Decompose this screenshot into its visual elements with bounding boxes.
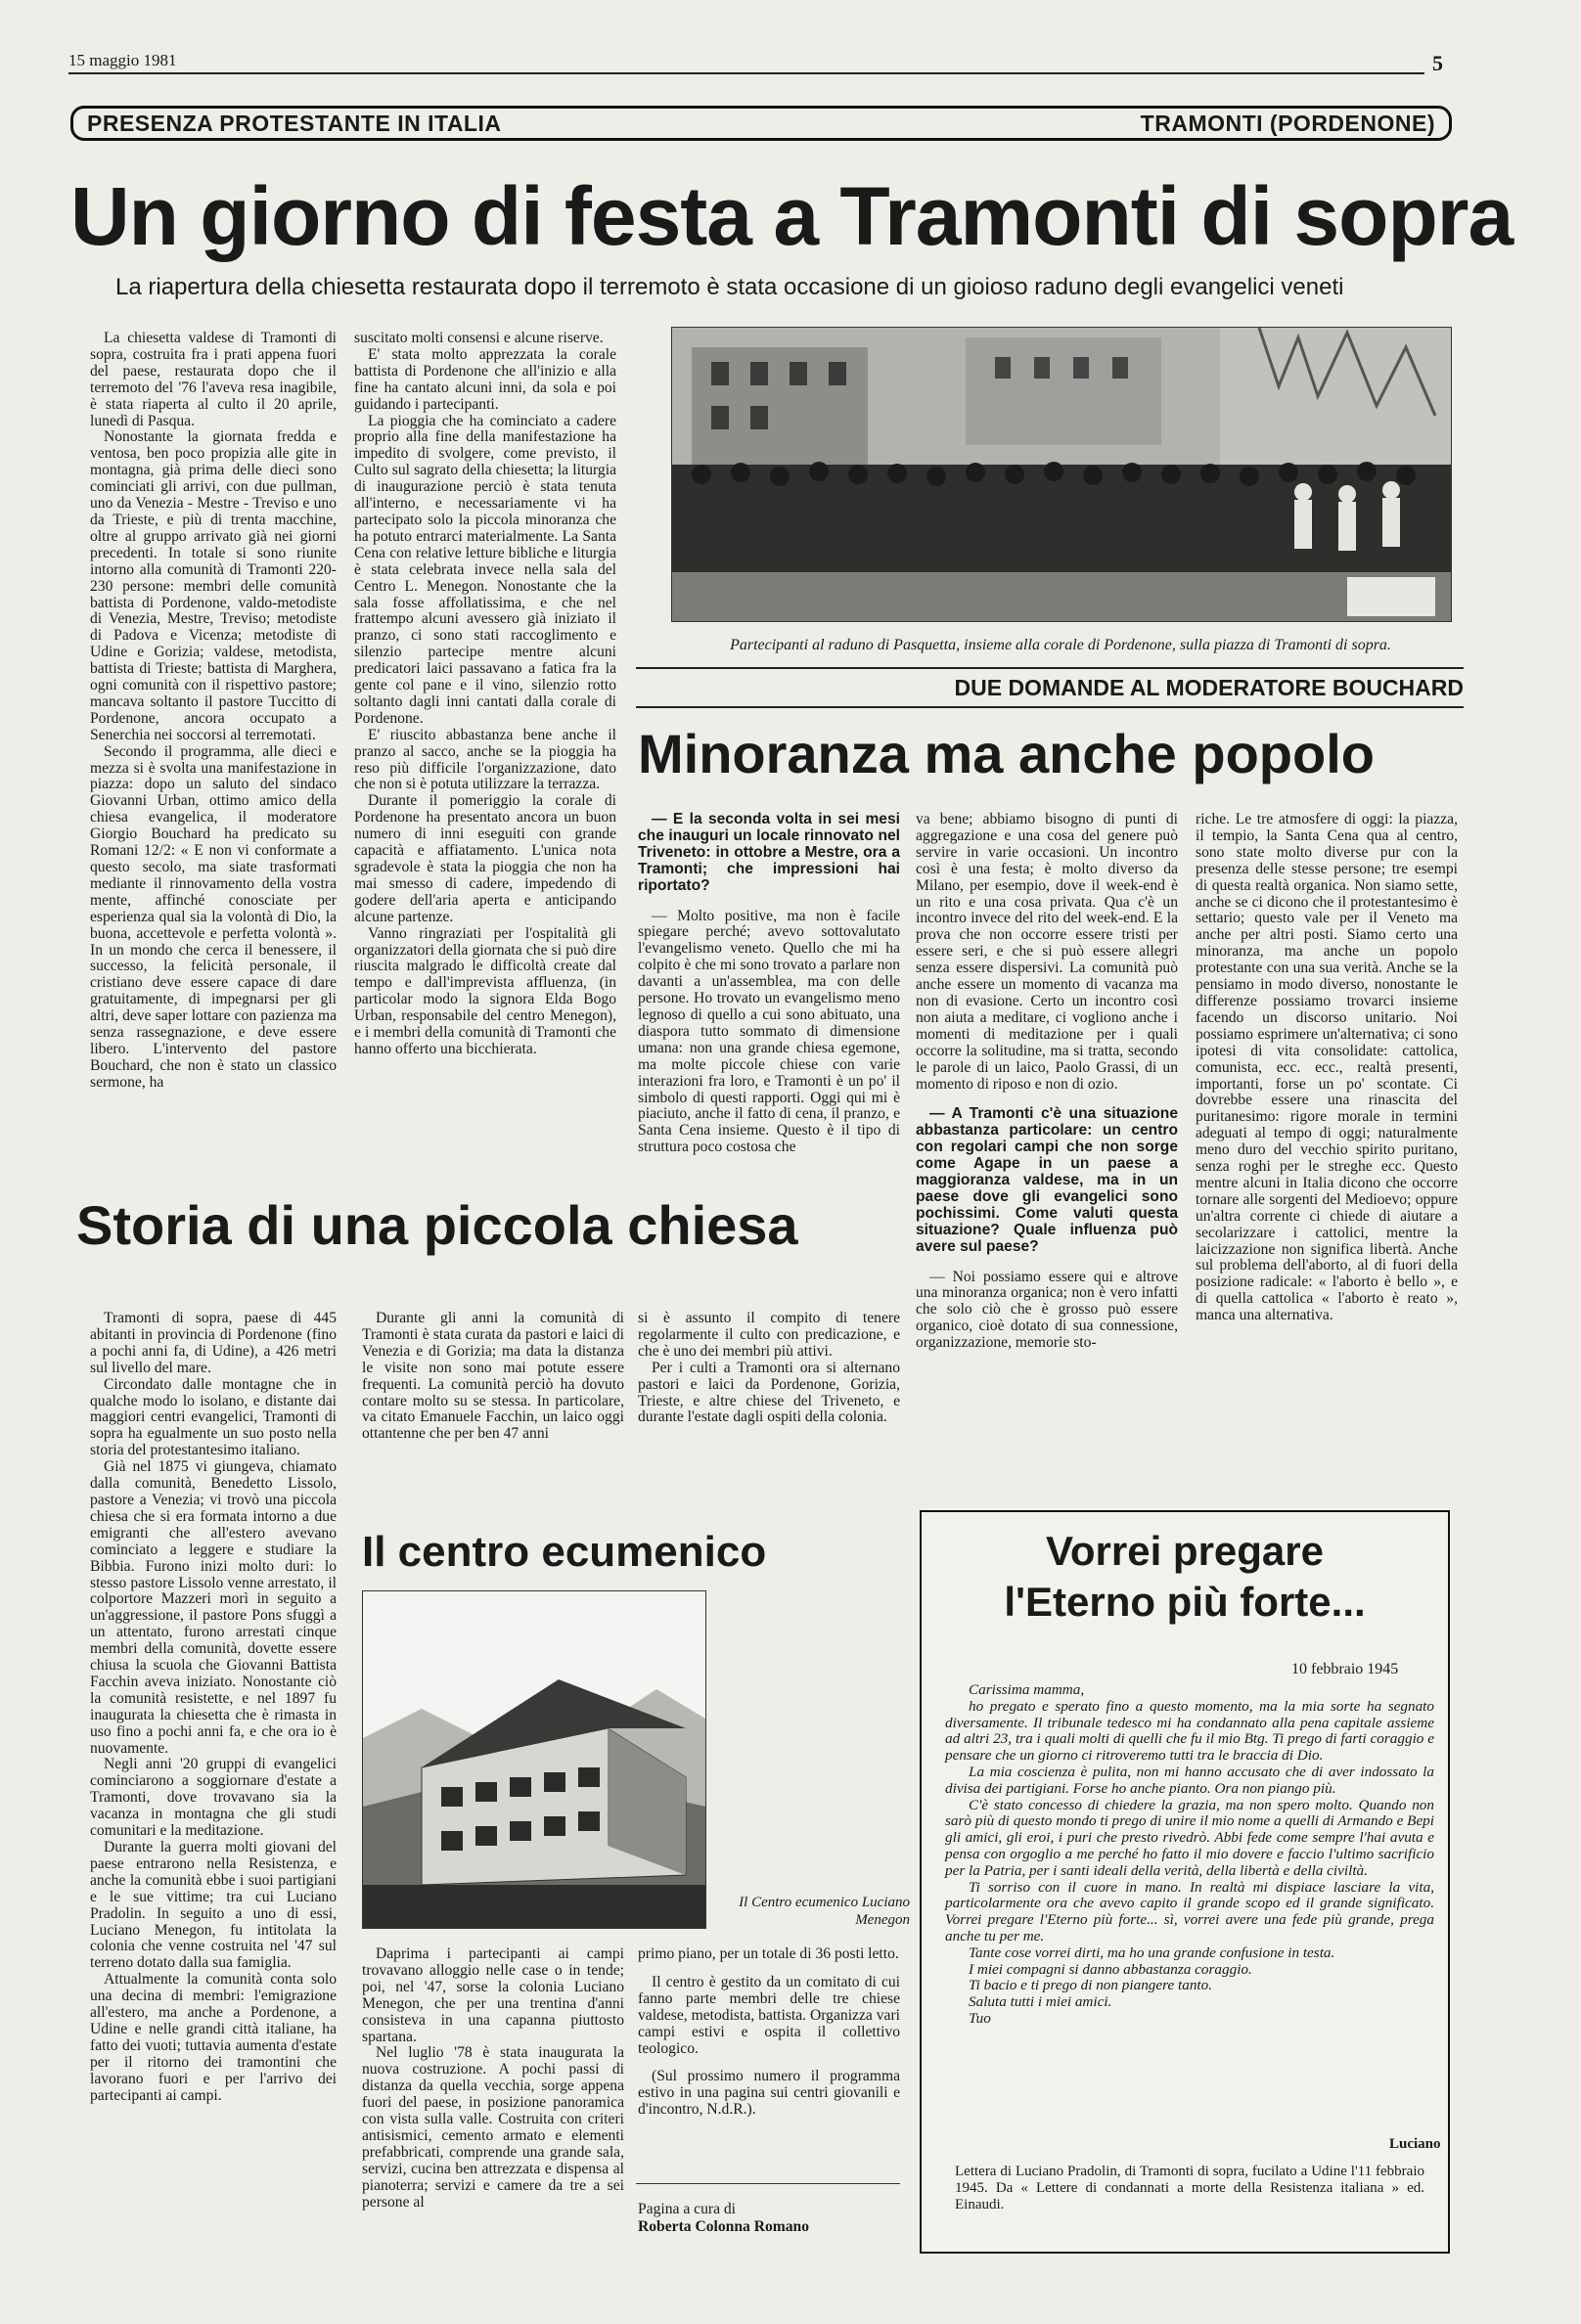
- page-credit: [638, 2201, 900, 2236]
- paragraph: Negli anni '20 gruppi di evangelici cominciarono a soggiornare d'estate a Tramonti, dove trovavano sia la vacanza in montagna che gli studi comunitari e la meditazione.: [90, 1756, 337, 1840]
- issue-date: 15 maggio 1981: [68, 51, 177, 69]
- interview-column-1: [638, 812, 900, 1174]
- interview-column-3: [1196, 811, 1458, 1324]
- section-title: PRESENZA PROTESTANTE IN ITALIA: [87, 110, 502, 136]
- interview-kicker-rule: [636, 706, 1464, 708]
- letter-signature: Luciano: [1389, 2136, 1441, 2152]
- interview-top-rule: [636, 667, 1464, 669]
- history-column-1: [90, 1311, 337, 2289]
- paragraph: Secondo il programma, alle dieci e mezza si è svolta una manifestazione in piazza: dopo un saluto del sindaco Giovanni Urban, ottimo amico della chiesa evangelica, il moderatore Giorgio Bouchard ha predicato su Romani 12/2: « E non vi conformate a questo secolo, ma siate trasformati mediante il rinnovamento della vostra mente, affinché conosciate per esperienza qual sia la volontà di Dio, la buona, accettevole e perfetta volontà ». In un mondo che cerca il benessere, il successo, la felicità personale, il cristiano deve essere capace di dare gratuitamente, di impegnarsi per gli altri, deve saper lottare con pazienza ma senza rassegnazione, e deve essere libero. L'intervento del pastore Bouchard, che non è stato un classico sermone, ha: [90, 742, 337, 1091]
- paragraph: E' riuscito abbastanza bene anche il pranzo al sacco, anche se la pioggia ha reso più difficile l'organizzazione, dato che non si è potuta utilizzare la terrazza.: [354, 726, 616, 793]
- letter-body: [945, 1682, 1434, 2028]
- main-article-column-1: [90, 331, 337, 1211]
- section-band: [70, 106, 1452, 141]
- paragraph: suscitato molti consensi e alcune riserve.: [354, 330, 604, 346]
- ecumenical-column-2: [638, 1946, 900, 2181]
- interview-column-2: [916, 811, 1178, 1352]
- paragraph: — E la seconda volta in sei mesi che inauguri un locale rinnovato nel Triveneto: in ottobre a Mestre, ora a Tramonti; che impressioni hai riportato?: [638, 811, 900, 894]
- paragraph: Tuo: [969, 2009, 991, 2027]
- page-number: 5: [1432, 51, 1443, 75]
- paragraph: Nonostante la giornata fredda e ventosa, ben poco propizia alle gite in montagna, già prima delle dieci sono cominciati gli arrivi, con due pullman, uno da Venezia - Mestre - Treviso e uno da Trieste, e più di trenta macchine, oltre al gruppo arrivato già nei giorni precedenti. In totale si sono riunite intorno alla comunità di Tramonti 220-230 persone: membri delle comunità battista di Pordenone, valdo-metodiste di Venezia, Mestre, Treviso; metodiste di Padova e Vicenza; metodiste di Udine e Gorizia; valdese, metodista, battista di Trieste; battista di Marghera, ogni comunità con il rispettivo pastore; mancava soltanto il pastore Tuccitto di Pordenone, ancora occupato a Senerchia nei soccorsi al terremotati.: [90, 428, 337, 743]
- main-headline: Un giorno di festa a Tramonti di sopra: [70, 170, 1513, 262]
- letter-title: [922, 1526, 1448, 1628]
- paragraph: va bene; abbiamo bisogno di punti di aggregazione e una cosa del genere può servire in varie occasioni. Un incontro così è una festa; è molto diverso da Milano, per esempio, dove il week-end è un rito e una cosa privata. Qua c'è un incontro invece del rito del week-end. E la prova che non occorre essere tristi per essere seri, e che si può essere allegri senza essere dispersivi. La comunità può anche essere un momento di vacanza ma non di evasione. Certo un incontro così non aiuta a meditare, ci vogliono anche i momenti di meditazione per i quali occorre la solitudine, ma si tratta, secondo le parole di un laico, Paolo Grassi, di un momento di riposo e non di ozio.: [916, 811, 1178, 1093]
- paragraph: Per i culti a Tramonti ora si alternano pastori e laici da Pordenone, Gorizia, Trieste, e altre chiese del Triveneto, e durante l'estate dagli ospiti della colonia.: [638, 1359, 900, 1426]
- paragraph: E' stata molto apprezzata la corale battista di Pordenone che all'inizio e alla fine ha cantato alcuni inni, da sola e poi guidando i partecipanti.: [354, 345, 616, 413]
- paragraph: Circondato dalle montagne che in qualche modo lo isolano, e distante dai maggiori centri evangelici, Tramonti di sopra ha egualmente un suo posto nella storia del protestantesimo italiano.: [90, 1375, 337, 1459]
- paragraph: Tante cose vorrei dirti, ma ho una grande confusione in testa.: [969, 1944, 1335, 1961]
- paragraph: Tramonti di sopra, paese di 445 abitanti in provincia di Pordenone (fino a pochi anni fa, di Udine), a 426 metri sul livello del mare.: [90, 1310, 337, 1376]
- paragraph: — Molto positive, ma non è facile spiegare perché; avevo sottovalutato l'evangelismo veneto. Quello che mi ha colpito è che mi sono trovato a parlare non davanti a un'assemblea, ma con delle persone. Ho trovato un evangelismo meno legnoso di quello a cui sono abituato, una diaspora tutto sommato di dimensione umana: non una grande chiesa egemone, ma molte piccole chiese con varie interazioni fra loro, e Tramonti è un po' il simbolo di questi rapporti. Oggi qui mi è piaciuto, anche il fatto di cena, il pranzo, e Santa Cena insieme. Questo è il tipo di struttura poco costosa che: [638, 907, 900, 1156]
- interview-headline: Minoranza ma anche popolo: [638, 723, 1375, 784]
- paragraph: Ti bacio e ti prego di non piangere tanto.: [969, 1977, 1213, 1994]
- letter-source-note: Lettera di Luciano Pradolin, di Tramonti di sopra, fucilato a Udine l'11 febbraio 1945. Da « Lettere di condannati a morte della Resistenza italiana » ed. Einaudi.: [955, 2164, 1424, 2212]
- letter-title-line-1: Vorrei pregare: [1045, 1528, 1324, 1574]
- interview-kicker: DUE DOMANDE AL MODERATORE BOUCHARD: [954, 675, 1464, 700]
- credit-name: Roberta Colonna Romano: [638, 2218, 810, 2235]
- paragraph: Daprima i partecipanti ai campi trovavano alloggio nelle case o in tende; poi, nel '47, sorse la colonia Luciano Menegon, che per una trentina d'anni consisteva in una capanna piuttosto spartana.: [362, 1945, 624, 2045]
- paragraph: Saluta tutti i miei amici.: [969, 1993, 1112, 2011]
- paragraph: Vanno ringraziati per l'ospitalità gli organizzatori della giornata che si può dire riuscita malgrado le difficoltà create dal tempo e dall'imprevista affluenza, (in particolar modo la signora Elda Bogo Urban, responsabile del centro Menegon), e i membri della comunità di Tramonti che hanno offerto una bicchierata.: [354, 924, 616, 1057]
- history-column-3: [638, 1311, 900, 1506]
- paragraph: La pioggia che ha cominciato a cadere proprio alla fine della manifestazione ha impedito di svolgere, come previsto, il Culto sul sagrato della chiesetta; la liturgia di inaugurazione perciò è stata tenuta all'interno, e necessariamente vi ha partecipato solo la piccola minoranza che ha potuto entrarci materialmente. La Santa Cena con relative letture bibliche e liturgia è stata celebrata invece nella sala del Centro L. Menegon. Nonostante che la sala fosse affollatissima, e che nel frattempo alcuni avessero già iniziato il pranzo, ci sono stati raccoglimento e silenzio partecipe mentre alcuni predicatori laici passavano a fatica fra la gente col pane e il vino, silenzio rotto soltanto dagli inni cantati dalla corale di Pordenone.: [354, 412, 616, 727]
- crowd-photo-illustration: [672, 328, 1451, 621]
- paragraph: — Noi possiamo essere qui e altrove una minoranza organica; non è vero infatti che solo ciò che è grosso può essere organico, cioè dotato di sua connessione, organizzazione, memorie sto-: [916, 1268, 1178, 1352]
- history-column-2: [362, 1311, 624, 1506]
- paragraph: Ti sorriso con il cuore in mano. In realtà mi dispiace lasciare la vita, particolarmente ora che avevo capito il grande scopo ed il grande significato. Vorrei pregare l'Eterno più forte... sì, vorrei avere una fede più grande, prega anche tu per me.: [945, 1878, 1434, 1944]
- letter-title-line-2: l'Eterno più forte...: [1004, 1579, 1366, 1625]
- paragraph: Durante la guerra molti giovani del paese entrarono nella Resistenza, e anche la comunità ebbe i suoi partigiani e le sue vittime; tra cui Luciano Pradolin. In seguito a uno di essi, Luciano Menegon, fu intitolata la colonia che venne costruita nel '47 sul terreno dotato dalla sua famiglia.: [90, 1839, 337, 1972]
- letter-date: 10 febbraio 1945: [1291, 1661, 1399, 1677]
- credit-label: Pagina a cura di: [638, 2201, 737, 2217]
- main-article-column-2: [354, 331, 616, 1211]
- main-subhead: La riapertura della chiesetta restaurata dopo il terremoto è stata occasione di un gioioso raduno degli evangelici veneti: [115, 274, 1344, 300]
- paragraph: primo piano, per un totale di 36 posti letto.: [638, 1945, 899, 1962]
- paragraph: C'è stato concesso di chiedere la grazia, ma non spero molto. Quando non sarò più di questo mondo ti prego di unire il mio nome a quelli di Armando e Bepi gli amici, gli eroi, i puri che presto rivedrò. Abbi fede come sempre l'hai avuta e pensa con orgoglio a me perché ho fatto il mio dovere e faccio l'ultimo sacrificio per la Patria, per i santi ideali della verità, della libertà e della civiltà.: [945, 1796, 1434, 1879]
- photo-gathering: [671, 327, 1452, 622]
- photo-caption: Partecipanti al raduno di Pasquetta, insieme alla corale di Pordenone, sulla piazza di Tramonti di sopra.: [730, 637, 1391, 653]
- header-rule: [68, 72, 1424, 74]
- paragraph: La chiesetta valdese di Tramonti di sopra, costruita fra i prati appena fuori del paese, restaurata dopo che il terremoto del '76 l'aveva resa inagibile, è stata riaperta al culto il 20 aprile, lunedì di Pasqua.: [90, 330, 337, 429]
- paragraph: riche. Le tre atmosfere di oggi: la piazza, il tempio, la Santa Cena qua al centro, sono state molto diverse pur con la presenza delle stesse persone; tre esempi di questa realtà organica. Non siamo sette, anche se ci dicono che il protestantesimo è settario; questo vale per il Veneto ma anche per altri posti. Siamo certo una minoranza, ma anche un popolo protestante con una sua verità. Anche se la pensiamo in modo diverso, nonostante le differenze possiamo trovarci insieme facendo un discorso unitario. Noi possiamo esprimere un'alternativa; ci sono ipotesi di vita consolidate: cattolica, comunista, ecc. ecc., realtà presenti, importanti, forse un po' scontate. Ci dovrebbe essere una rinascita del puritanesimo: rigore morale in termini adeguati al tempo di oggi; naturalmente meno duro del vecchio spirito puritano, senza roghi per le streghe ecc. Questo mentre alcuni in Italia dicono che occorre tornare alle sorgenti del Medioevo; oppure un'altra corrente ci chiede di aiutare a secolarizzare i cattolici, mentre la laicizzazione non significa libertà. Anche sul problema dell'aborto, al di fuori della posizione radicale: « l'aborto è bello », e di quella cattolica « l'aborto è reato », manca una alternativa.: [1196, 811, 1458, 1324]
- paragraph: Durante gli anni la comunità di Tramonti è stata curata da pastori e laici di Venezia e di Gorizia; ma data la distanza le visite non sono mai potute essere frequenti. La comunità perciò ha dovuto contare molto su se stessa. In particolare, va citato Emanuele Facchin, un laico oggi ottantenne che per ben 47 anni: [362, 1310, 624, 1443]
- building-photo-illustration: [363, 1591, 705, 1928]
- ecumenical-headline: Il centro ecumenico: [362, 1528, 767, 1576]
- credit-rule: [636, 2183, 900, 2184]
- paragraph: I miei compagni si danno abbastanza coraggio.: [969, 1960, 1252, 1978]
- ecumenical-photo-caption: Il Centro ecumenico Luciano Menegon: [739, 1895, 910, 1928]
- paragraph: (Sul prossimo numero il programma estivo in una pagina sui centri giovanili e d'incontro, N.d.R.).: [638, 2068, 900, 2119]
- paragraph: Nel luglio '78 è stata inaugurata la nuova costruzione. A pochi passi di distanza da quella vecchia, sorge appena fuori del paese, in posizione panoramica con vista sulla valle. Costruita con criteri antisismici, cemento armato e elementi prefabbricati, comprende una grande sala, servizi, cucina ben attrezzata e dispensa al pianoterra; servizi e camere da tre a sei persone al: [362, 2044, 624, 2211]
- paragraph: Già nel 1875 vi giungeva, chiamato dalla comunità, Benedetto Lissolo, pastore a Venezia; vi trovò una piccola chiesa che si era formata intorno a due emigranti che all'estero avevano cominciato a leggere e studiare la Bibbia. Furono inizi molto duri: lo stesso pastore Lissolo venne arrestato, il colportore Mazzeri morì in seguito a un'aggressione, il pastore Pons sfuggì a un attentato, furono arrestati cinque membri della comunità, dovette essere chiusa la scuola che Giovanni Battista Facchin aveva iniziato. Nonostante ciò la comunità resistette, e nel 1897 fu inaugurata la chiesetta che è rimasta in uso fino a pochi anni fa, e che ora io è nuovamente.: [90, 1458, 337, 1757]
- history-headline: Storia di una piccola chiesa: [76, 1194, 798, 1256]
- photo-ecumenical-center: [362, 1590, 706, 1929]
- paragraph: La mia coscienza è pulita, non mi hanno accusato che di aver indossato la divisa dei partigiani. Forse ho anche pianto. Ora non piango più.: [945, 1763, 1434, 1797]
- paragraph: Attualmente la comunità conta solo una decina di membri: l'emigrazione all'estero, ma anche a Pordenone, a Udine e nelle grandi città italiane, ha fatto dei vuoti; tuttavia aumenta d'estate per il ritorno dei tramontini che lavorano fuori e per l'arrivo dei partecipanti ai campi.: [90, 1971, 337, 2104]
- ecumenical-column-1: [362, 1946, 624, 2299]
- paragraph: Il centro è gestito da un comitato di cui fanno parte membri delle tre chiese valdese, metodista, battista. Organizza vari campi estivi e ospita il collettivo teologico.: [638, 1973, 900, 2057]
- section-location: TRAMONTI (PORDENONE): [1140, 110, 1435, 136]
- paragraph: ho pregato e sperato fino a questo momento, ma la mia sorte ha segnato diversamente. Il tribunale tedesco mi ha condannato alla pena capitale assieme ad altri 23, tra i quali molti di quelli che fu il mio Btg. Ti prego di farti coraggio e pensare che un giorno ci ritroveremo tutti tra le braccia di Dio.: [945, 1697, 1434, 1765]
- paragraph: Durante il pomeriggio la corale di Pordenone ha presentato ancora un buon numero di inni eseguiti con grande capacità e affiatamento. L'unica nota sgradevole è stata la pioggia che non ha mai smesso di cadere, impedendo di godere dell'aria aperta e anticipando alcune partenze.: [354, 792, 616, 925]
- paragraph: si è assunto il compito di tenere regolarmente il culto con predicazione, e che è uno dei membri più attivi.: [638, 1310, 900, 1360]
- paragraph: — A Tramonti c'è una situazione abbastanza particolare: un centro con regolari campi che non sorge come Agape in un paese a maggioranza valdese, ma in un paese dove gli evangelici sono pochissimi. Come valuti questa situazione? Quale influenza può avere sul paese?: [916, 1105, 1178, 1255]
- paragraph: Carissima mamma,: [969, 1681, 1085, 1698]
